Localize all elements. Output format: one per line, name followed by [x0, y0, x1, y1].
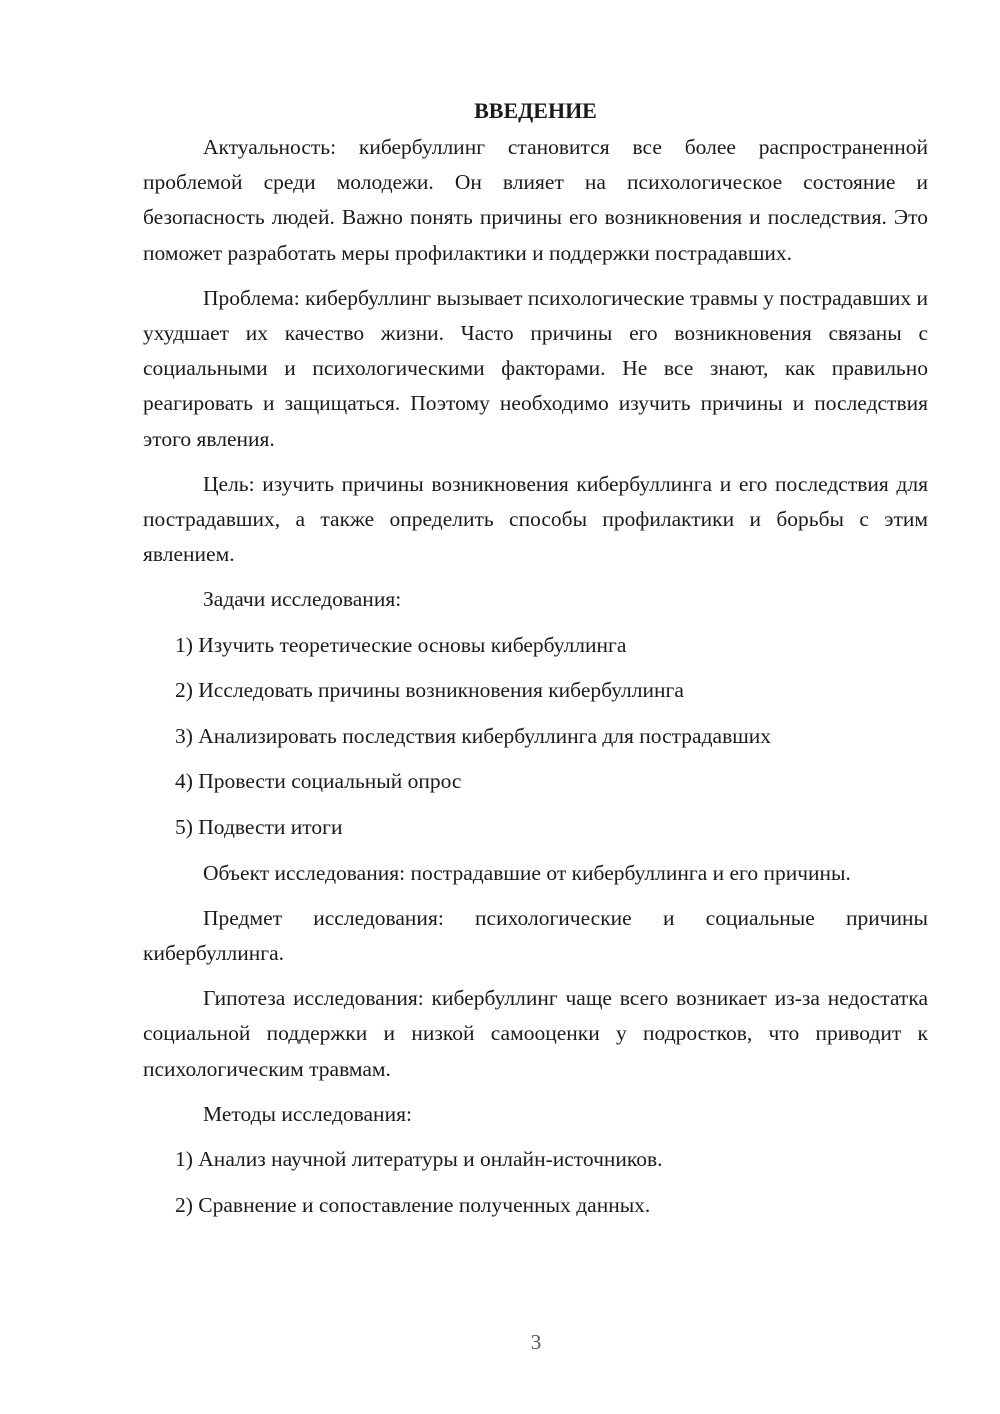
list-item: 2) Исследовать причины возникновения кибербуллинга — [175, 678, 684, 703]
methods-label: Методы исследования: — [203, 1101, 412, 1126]
list-item: 1) Изучить теоретические основы кибербуллинга — [175, 632, 627, 657]
paragraph-goal: Цель: изучить причины возникновения кибербуллинга и его последствия для пострадавших, а также определить способы профилактики и борьбы с этим явлением. — [143, 471, 928, 567]
list-item: 3) Анализировать последствия кибербуллинга для пострадавших — [175, 723, 772, 748]
list-item: 5) Подвести итоги — [175, 815, 343, 840]
paragraph-subject: Предмет исследования: психологические и социальные причины кибербуллинга. — [143, 905, 928, 966]
paragraph-hypothesis: Гипотеза исследования: кибербуллинг чаще всего возникает из-за недостатка социальной поддержки и низкой самооценки у подростков, что приводит к психологическим травмам. — [143, 986, 928, 1081]
document-page — [143, 96, 928, 1233]
paragraph-object: Объект исследования: пострадавшие от кибербуллинга и его причины. — [203, 860, 851, 885]
list-item: 4) Провести социальный опрос — [175, 769, 462, 794]
list-item: 1) Анализ научной литературы и онлайн-источников. — [175, 1147, 663, 1172]
methods-list — [143, 1142, 928, 1223]
page-number: 3 — [530, 1330, 542, 1354]
paragraph-problem: Проблема: кибербуллинг вызывает психологические травмы у пострадавших и ухудшает их качество жизни. Часто причины его возникновения связаны с социальными и психологическими факторами. Не все знают, как правильно реагировать и защищаться. Поэтому необходимо изучить причины и последствия этого явления. — [143, 285, 928, 451]
tasks-label: Задачи исследования: — [203, 587, 402, 612]
page-title: ВВЕДЕНИЕ — [474, 98, 597, 123]
tasks-list — [143, 628, 928, 846]
paragraph-relevance: Актуальность: кибербуллинг становится все более распространенной проблемой среди молодежи. Он влияет на психологическое состояние и безопасность людей. Важно понять причины его возникновения и последствия. Это поможет разработать меры профилактики и поддержки пострадавших. — [143, 135, 928, 265]
list-item: 2) Сравнение и сопоставление полученных данных. — [175, 1192, 651, 1217]
